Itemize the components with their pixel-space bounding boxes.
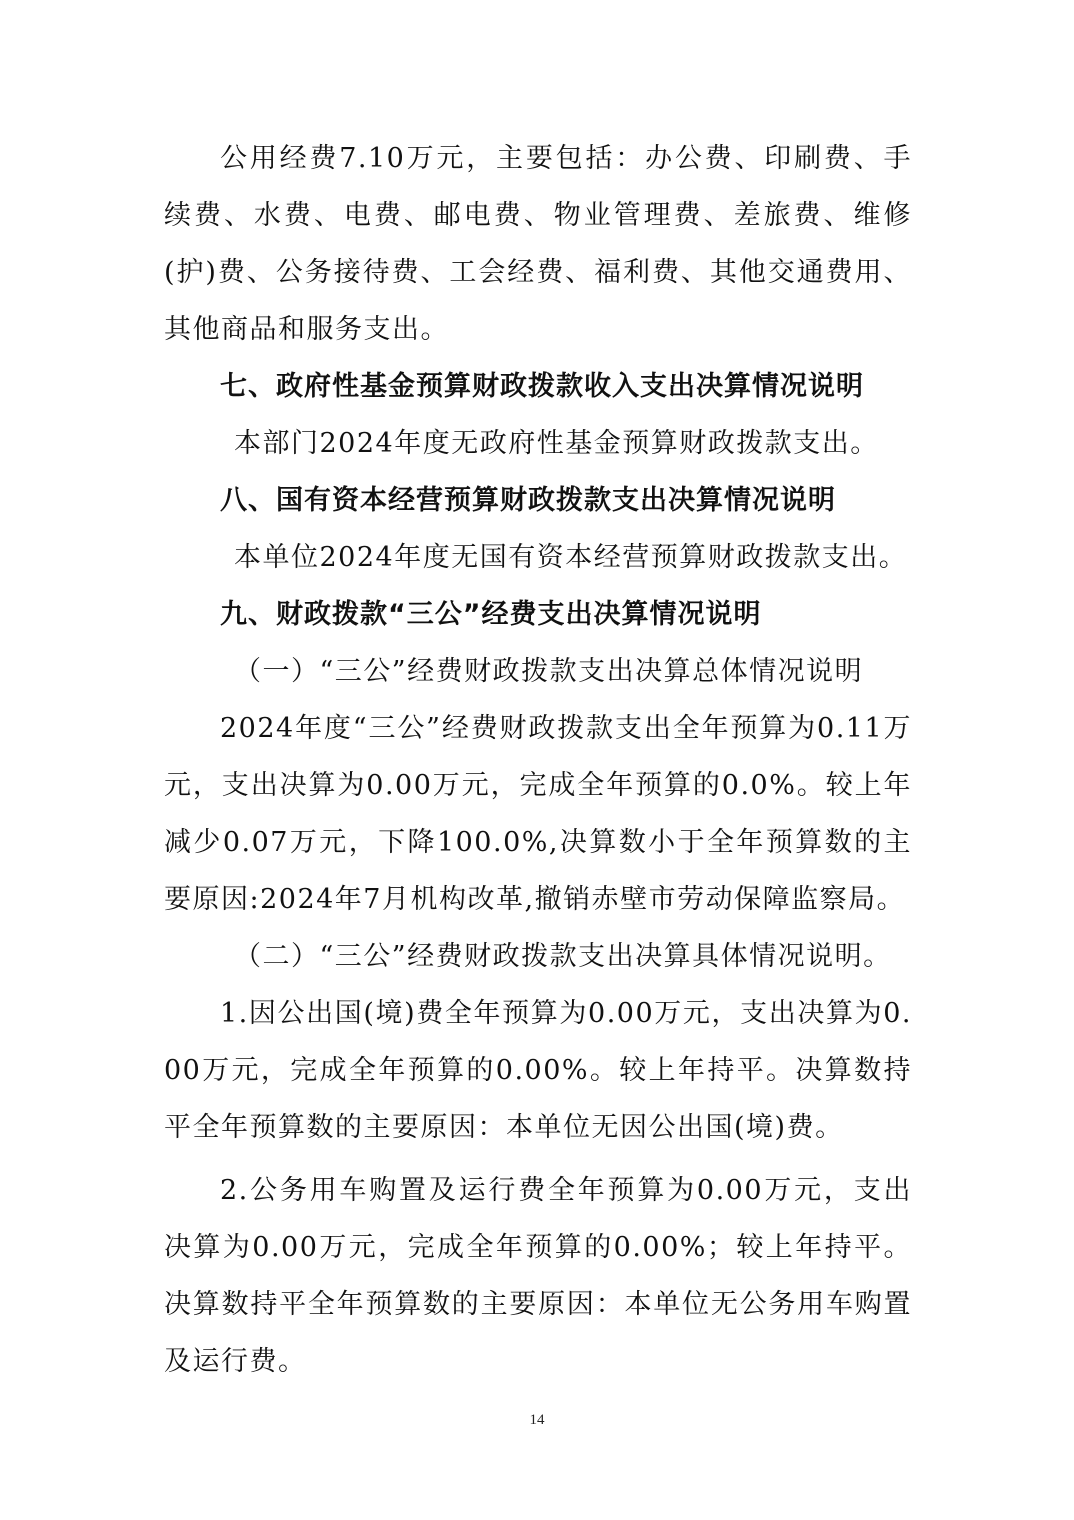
section-heading-8: 八、国有资本经营预算财政拨款支出决算情况说明	[220, 485, 836, 516]
page-number: 14	[529, 1412, 545, 1428]
paragraph-9-2-2: 2.公务用车购置及运行费全年预算为0.00万元，支出决算为0.00万元，完成全年预算的0.00%；较上年持平。决算数持平全年预算数的主要原因：本单位无公务用车购置及运行费。	[164, 1175, 912, 1377]
paragraph-section-7: 本部门2024年度无政府性基金预算财政拨款支出。	[234, 428, 879, 459]
paragraph-9-2-1: 1.因公出国(境)费全年预算为0.00万元，支出决算为0.00万元，完成全年预算的0.00%。较上年持平。决算数持平全年预算数的主要原因：本单位无因公出国(境)费。	[164, 998, 912, 1143]
section-heading-7: 七、政府性基金预算财政拨款收入支出决算情况说明	[220, 371, 864, 402]
subheading-9-1: （一）“三公”经费财政拨款支出决算总体情况说明	[234, 656, 864, 687]
section-heading-9: 九、财政拨款“三公”经费支出决算情况说明	[220, 599, 762, 630]
paragraph-9-1: 2024年度“三公”经费财政拨款支出全年预算为0.11万元，支出决算为0.00万元，完成全年预算的0.0%。较上年减少0.07万元，下降100.0%,决算数小于全年预算数的主要原因:2024年7月机构改革,撤销赤壁市劳动保障监察局。	[164, 713, 912, 915]
paragraph-section-8: 本单位2024年度无国有资本经营预算财政拨款支出。	[234, 542, 908, 573]
subheading-9-2: （二）“三公”经费财政拨款支出决算具体情况说明。	[234, 941, 892, 972]
document-body	[164, 130, 912, 1390]
paragraph-public-expenses: 公用经费7.10万元，主要包括：办公费、印刷费、手续费、水费、电费、邮电费、物业管理费、差旅费、维修(护)费、公务接待费、工会经费、福利费、其他交通费用、其他商品和服务支出。	[164, 143, 912, 345]
